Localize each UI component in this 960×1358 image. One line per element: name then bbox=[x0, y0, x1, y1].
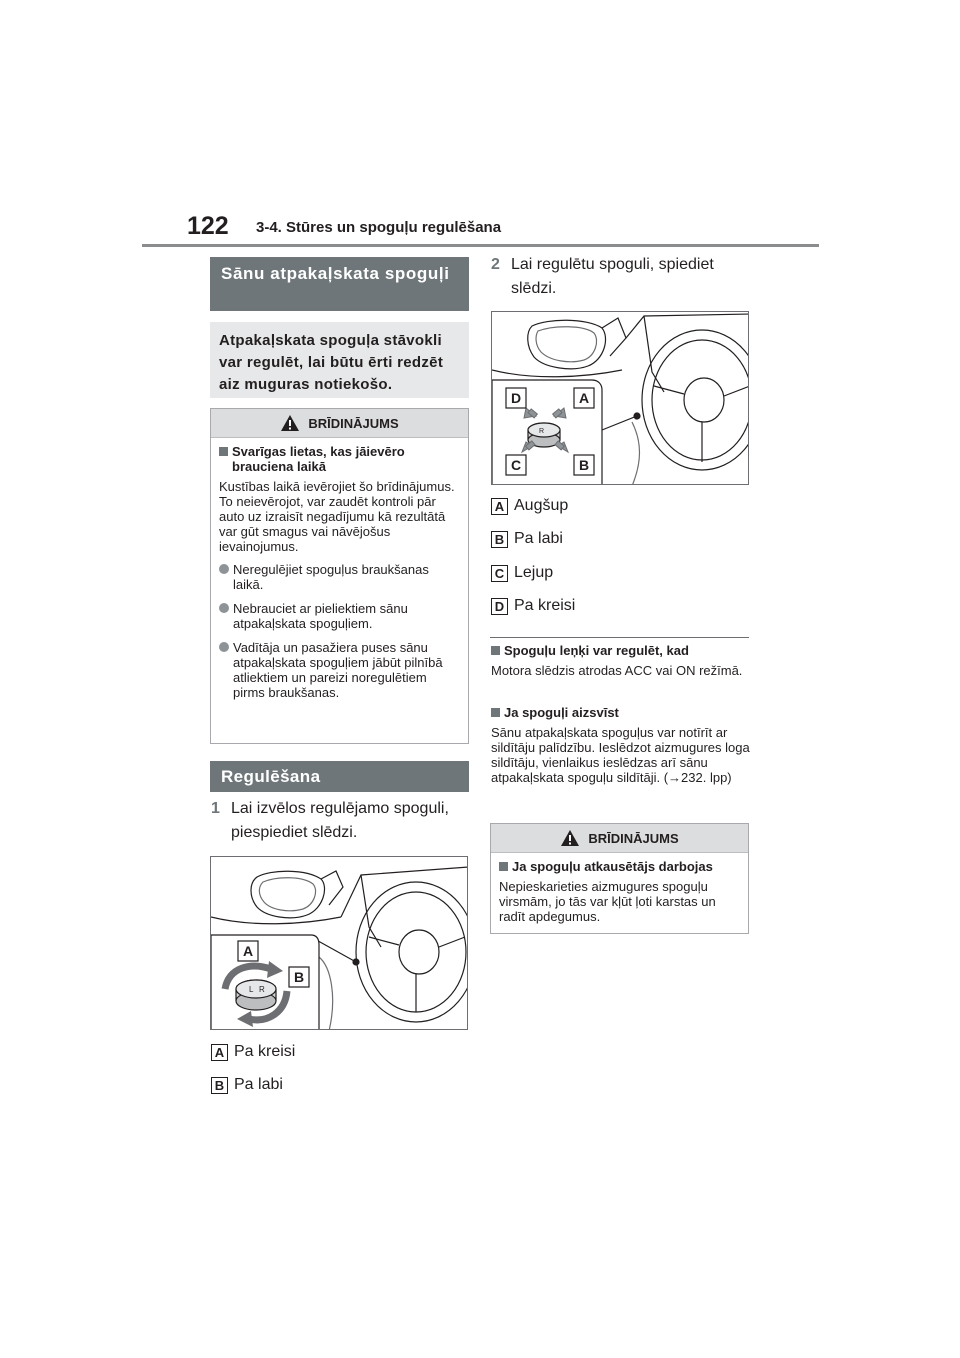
note-heading: Spoguļu leņķi var regulēt, kad bbox=[491, 643, 753, 658]
callout-a: A bbox=[242, 943, 254, 959]
legend-text: Pa kreisi bbox=[514, 597, 576, 614]
warning-label: BRĪDINĀJUMS bbox=[588, 830, 679, 846]
warning-header bbox=[491, 824, 748, 853]
bullet-dot-icon bbox=[219, 603, 229, 613]
step-number: 1 bbox=[211, 800, 220, 817]
legend-text: Pa labi bbox=[234, 1076, 283, 1093]
callout-b: B bbox=[293, 969, 305, 985]
warning-subheading: Ja spoguļu atkausētājs darbojas bbox=[499, 859, 740, 874]
note-block bbox=[491, 643, 753, 678]
square-bullet-icon bbox=[491, 708, 500, 717]
bullet-dot-icon bbox=[219, 564, 229, 574]
step-1 bbox=[211, 797, 481, 845]
legend-item bbox=[211, 1076, 283, 1094]
warning-box bbox=[210, 408, 469, 744]
note-text: Sānu atpakaļskata spoguļus var notīrīt ar sildītāju palīdzību. Ieslēdzot aizmugures loga sildītāju, vienlaikus ieslēdzas arī sānu atpakaļskata spoguļu sildītāji. (→232. lpp) bbox=[491, 725, 750, 785]
step-number: 2 bbox=[491, 256, 500, 273]
legend-letter: B bbox=[491, 531, 508, 548]
legend-text: Pa labi bbox=[514, 530, 563, 547]
legend-letter: D bbox=[491, 598, 508, 615]
square-bullet-icon bbox=[499, 862, 508, 871]
section-title-adjustment: Regulēšana bbox=[210, 761, 469, 792]
legend-letter: A bbox=[491, 498, 508, 515]
note-text: Motora slēdzis atrodas ACC vai ON režīmā. bbox=[491, 663, 743, 678]
warning-triangle-icon bbox=[560, 829, 580, 847]
section-divider bbox=[490, 637, 749, 638]
warning-paragraph: Nepieskarieties aizmugures spoguļu virsmām, jo tās var kļūt ļoti karstas un radīt apdegumus. bbox=[499, 879, 716, 924]
bullet-dot-icon bbox=[219, 642, 229, 652]
callout-c: C bbox=[510, 457, 522, 473]
legend-letter: C bbox=[491, 565, 508, 582]
square-bullet-icon bbox=[491, 646, 500, 655]
chapter-title: 3-4. Stūres un spoguļu regulēšana bbox=[256, 219, 502, 236]
callout-a: A bbox=[578, 390, 590, 406]
page-number: 122 bbox=[187, 212, 229, 240]
legend-text: Pa kreisi bbox=[234, 1043, 296, 1060]
warning-label: BRĪDINĀJUMS bbox=[308, 415, 399, 431]
warning-bullet: Neregulējiet spoguļus braukšanas laikā. bbox=[219, 562, 460, 592]
warning-paragraph: Kustības laikā ievērojiet šo brīdinājumus. To neievērojot, var zaudēt kontroli pār auto uz izraisīt negadījumu kā rezultātā var gūt smagus vai nāvējošus ievainojumus. bbox=[219, 479, 455, 554]
warning-subheading: Svarīgas lietas, kas jāievēro brauciena laikā bbox=[219, 444, 460, 474]
note-block bbox=[491, 705, 753, 785]
callout-b: B bbox=[578, 457, 590, 473]
car-interior-illustration bbox=[211, 857, 468, 1030]
section-intro: Atpakaļskata spoguļa stāvokli var regulēt, lai būtu ērti redzēt aiz muguras notiekošo. bbox=[210, 322, 469, 398]
car-interior-illustration bbox=[492, 312, 749, 485]
warning-bullet: Nebrauciet ar pieliektiem sānu atpakaļskata spoguļiem. bbox=[219, 601, 460, 631]
warning-box bbox=[490, 823, 749, 934]
step-text: Lai regulētu spoguli, spiediet slēdzi. bbox=[511, 256, 714, 297]
warning-header bbox=[211, 409, 468, 438]
mirror-select-switch-illustration bbox=[210, 856, 468, 1030]
legend-text: Lejup bbox=[514, 564, 554, 581]
legend-item bbox=[491, 497, 568, 515]
svg-text:R: R bbox=[259, 985, 265, 994]
step-text: Lai izvēlos regulējamo spoguli, piespiediet slēdzi. bbox=[231, 800, 449, 841]
legend-item bbox=[211, 1043, 295, 1061]
svg-text:L: L bbox=[249, 985, 254, 994]
legend-item bbox=[491, 530, 563, 548]
mirror-adjust-switch-illustration bbox=[491, 311, 749, 485]
legend-text: Augšup bbox=[514, 497, 569, 514]
callout-d: D bbox=[510, 390, 522, 406]
note-heading: Ja spoguļi aizsvīst bbox=[491, 705, 753, 720]
square-bullet-icon bbox=[219, 447, 228, 456]
section-title-side-mirrors: Sānu atpakaļskata spoguļi bbox=[210, 257, 469, 311]
header-rule bbox=[142, 244, 819, 247]
legend-letter: A bbox=[211, 1044, 228, 1061]
warning-bullet: Vadītāja un pasažiera puses sānu atpakaļskata spoguļiem jābūt pilnībā atliektiem un pareizi noregulētiem pirms braukšanas. bbox=[219, 640, 460, 700]
legend-item bbox=[491, 597, 575, 615]
legend-letter: B bbox=[211, 1077, 228, 1094]
svg-text:R: R bbox=[539, 428, 545, 435]
step-2 bbox=[491, 253, 761, 301]
warning-triangle-icon bbox=[280, 414, 300, 432]
legend-item bbox=[491, 564, 553, 582]
